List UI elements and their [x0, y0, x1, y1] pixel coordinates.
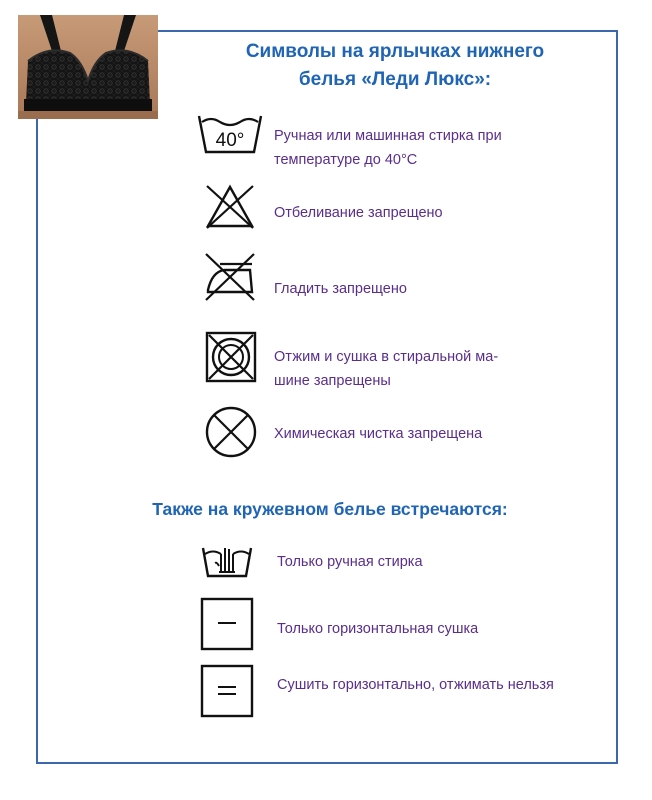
description-line: шине запрещены	[274, 373, 391, 389]
section-title: Также на кружевном белье встречаются:	[152, 499, 508, 519]
product-photo	[18, 15, 158, 119]
dry-flat-no-wring-icon	[200, 664, 254, 718]
symbol-description	[274, 345, 498, 393]
description-line: Гладить запрещено	[274, 281, 407, 297]
dry-flat-icon	[200, 597, 254, 651]
description-line: Сушить горизонтально, отжимать нельзя	[277, 677, 554, 693]
symbol-description	[277, 617, 478, 641]
no-iron-icon	[202, 250, 258, 304]
symbol-description	[274, 422, 482, 446]
no-tumble-dry-icon	[203, 329, 259, 385]
description-line: Химическая чистка запрещена	[274, 426, 483, 442]
description-line: Только ручная стирка	[277, 554, 423, 570]
symbol-description	[274, 201, 443, 225]
description-line: Только горизонтальная сушка	[277, 621, 479, 637]
no-bleach-icon	[204, 182, 256, 230]
symbol-description	[277, 673, 554, 697]
title-line-2: белья «Леди Люкс»:	[298, 69, 492, 90]
symbol-description	[274, 124, 502, 172]
description-line: Ручная или машинная стирка при	[274, 128, 502, 144]
description-line: Отбеливание запрещено	[274, 205, 443, 221]
page-title	[188, 38, 602, 94]
symbol-description	[274, 277, 407, 301]
no-dry-clean-icon	[203, 404, 259, 460]
wash-temperature-label: 40°	[215, 130, 245, 151]
description-line: температуре до 40°C	[274, 152, 418, 168]
symbol-description	[277, 550, 423, 574]
hand-wash-icon	[200, 542, 254, 580]
title-line-1: Символы на ярлычках нижнего	[245, 41, 545, 62]
wash-40-icon	[196, 110, 264, 158]
description-line: Отжим и сушка в стиральной ма-	[274, 349, 499, 365]
